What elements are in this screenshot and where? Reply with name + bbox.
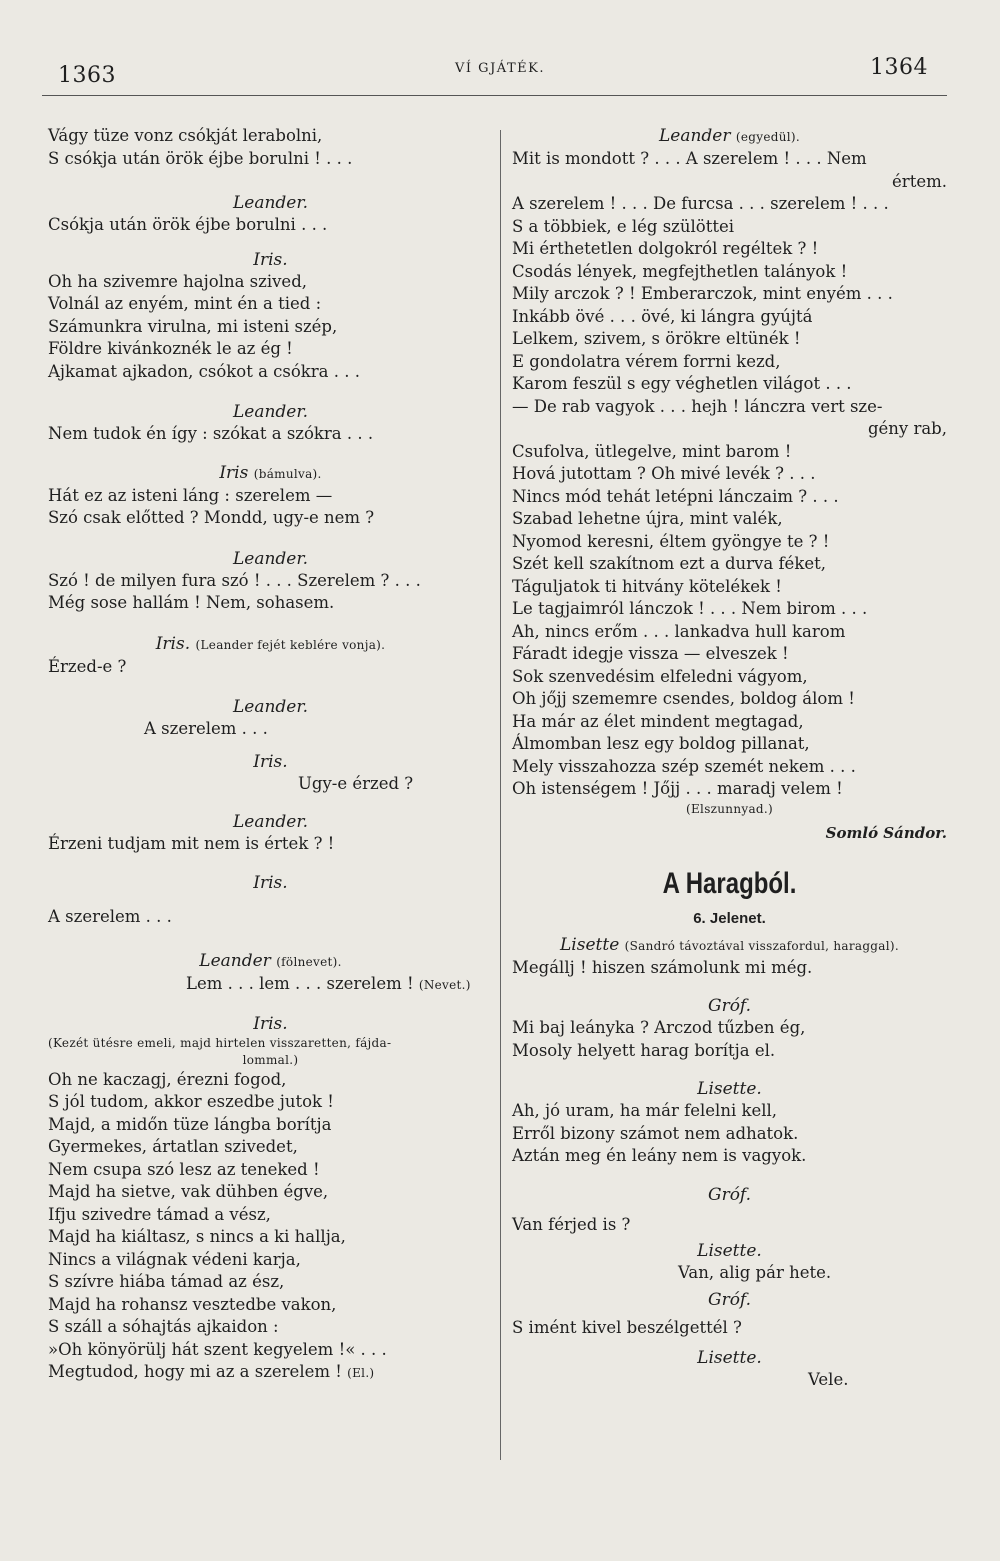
verse-line: A szerelem . . . <box>48 906 172 926</box>
verse-line: Erről bizony számot nem adhatok. <box>512 1123 799 1143</box>
verse-text: Megtudod, hogy mi az a szerelem ! <box>48 1362 342 1381</box>
dialogue-block <box>48 548 493 615</box>
speaker-name: Leander. <box>232 697 309 717</box>
speaker-line <box>512 125 947 148</box>
stage-direction: (Sandró távoztával visszafordul, haraggal). <box>624 938 899 953</box>
page-header <box>0 55 1000 105</box>
scene-heading: 6. Jelenet. <box>693 909 766 927</box>
verse-line: Mely visszahozza szép szemét nekem . . . <box>512 756 856 776</box>
stage-direction: lommal.) <box>242 1052 299 1067</box>
running-title: VÍ GJÁTÉK. <box>455 61 545 76</box>
verse-line: — De rab vagyok . . . hejh ! lánczra vert sze- <box>512 396 883 416</box>
dialogue-block <box>48 633 493 679</box>
verse-line: Ajkamat ajkadon, csókot a csókra . . . <box>48 361 360 381</box>
verse-line: A szerelem ! . . . De furcsa . . . szerelem ! . . . <box>512 194 889 213</box>
verse-line: Karom feszül s egy véghetlen világot . . . <box>512 374 852 393</box>
verse-line: Vele. <box>808 1370 849 1389</box>
verse-line: Nem tudok én így : szókat a szókra . . . <box>48 424 374 443</box>
verse-line: Szét kell szakítnom ezt a durva féket, <box>512 554 826 573</box>
dialogue-block <box>512 934 947 980</box>
verse-block <box>48 125 493 170</box>
speaker-name: Gróf. <box>707 1184 752 1205</box>
verse-line: Gyermekes, ártatlan szivedet, <box>48 1137 298 1156</box>
speaker-name: Leander. <box>232 548 309 569</box>
verse-line: Megállj ! hiszen számolunk mi még. <box>512 957 813 977</box>
dialogue-block <box>48 1013 493 1385</box>
verse-line: Majd ha rohansz vesztedbe vakon, <box>48 1294 337 1314</box>
verse-line: Nincs a világnak védeni karja, <box>48 1249 301 1269</box>
verse-line: S száll a sóhajtás ajkaidon : <box>48 1317 279 1336</box>
verse-line: Ah, jó uram, ha már felelni kell, <box>512 1101 778 1120</box>
verse-line: Sok szenvedésim elfeledni vágyom, <box>512 666 808 686</box>
speaker-name: Iris. <box>253 751 288 772</box>
verse-line: Nem csupa szó lesz az teneked ! <box>48 1159 320 1179</box>
verse-line: Mi érthetetlen dolgokról regéltek ? ! <box>512 239 819 258</box>
speaker-name: Iris. <box>253 872 288 893</box>
verse-line: Mit is mondott ? . . . A szerelem ! . . . Nem <box>512 149 867 168</box>
verse-line: Szó ! de milyen fura szó ! . . . Szerelem ? . . . <box>48 570 421 590</box>
verse-line: Szabad lehetne újra, mint valék, <box>512 509 783 528</box>
header-rule <box>42 95 947 96</box>
verse-line: Oh ha szivemre hajolna szived, <box>48 271 308 291</box>
piece-title: A Haragból. <box>662 866 797 900</box>
verse-line: értem. <box>892 171 947 191</box>
stage-direction: (Leander fejét keblére vonja). <box>195 637 386 652</box>
verse-line: Oh istenségem ! Jőjj . . . maradj velem ! <box>512 779 843 798</box>
verse-line: A szerelem . . . <box>144 719 268 738</box>
dialogue-block <box>512 1240 947 1285</box>
stage-direction: (Kezét ütésre emeli, majd hirtelen visszaretten, fájda- <box>48 1035 392 1050</box>
stage-direction: (Nevet.) <box>418 978 471 992</box>
dialogue-block <box>512 1347 947 1392</box>
dialogue-block <box>48 950 493 997</box>
verse-line: Aztán meg én leány nem is vagyok. <box>512 1146 807 1165</box>
verse-line: Oh ne kaczagj, érezni fogod, <box>48 1069 287 1089</box>
stage-direction: (fölnevet). <box>276 955 342 969</box>
speaker-name: Iris. <box>155 633 191 654</box>
dialogue-block <box>48 696 493 741</box>
stage-direction: (egyedül). <box>735 130 800 144</box>
verse-line: S csókja után örök éjbe borulni ! . . . <box>48 148 353 168</box>
stage-direction: (El.) <box>347 1366 375 1380</box>
verse-line: Majd ha sietve, vak dühben égve, <box>48 1182 329 1201</box>
verse-line: Még sose hallám ! Nem, sohasem. <box>48 593 335 612</box>
verse-line: Ugy-e érzed ? <box>298 773 414 793</box>
dialogue-block <box>48 249 493 384</box>
verse-line: Lelkem, szivem, s örökre eltünék ! <box>512 329 801 348</box>
stage-direction: (bámulva). <box>253 466 322 481</box>
dialogue-block <box>48 462 493 530</box>
stage-direction: (Elszunnyad.) <box>686 801 773 816</box>
verse-line: Álmomban lesz egy boldog pillanat, <box>512 734 810 753</box>
verse-line: Nyomod keresni, éltem gyöngye te ? ! <box>512 531 830 551</box>
verse-line: Inkább övé . . . övé, ki lángra gyújtá <box>512 306 813 326</box>
speaker-name: Iris <box>219 462 249 483</box>
dialogue-block <box>48 192 493 237</box>
verse-line: Szó csak előtted ? Mondd, ugy-e nem ? <box>48 508 375 527</box>
verse-line: Mosoly helyett harag borítja el. <box>512 1040 776 1060</box>
verse-line: Ifju szivedre támad a vész, <box>48 1204 271 1224</box>
left-column <box>48 125 493 1385</box>
dialogue-block <box>512 1289 947 1340</box>
verse-line: Majd, a midőn tüze lángba borítja <box>48 1114 332 1134</box>
speaker-name: Gróf. <box>707 1289 752 1310</box>
verse-line: E gondolatra vérem forrni kezd, <box>512 351 781 371</box>
verse-line: S szívre hiába támad az ész, <box>48 1272 285 1291</box>
speaker-name: Iris. <box>253 249 288 270</box>
verse-line: Vágy tüze vonz csókját lerabolni, <box>48 126 323 145</box>
speaker-name: Lisette <box>560 934 620 955</box>
dialogue-block <box>48 751 493 796</box>
speaker-line <box>48 462 493 485</box>
verse-line: Oh jőjj szememre csendes, boldog álom ! <box>512 689 855 708</box>
verse-line: Földre kivánkoznék le az ég ! <box>48 339 293 358</box>
speaker-name: Gróf. <box>707 996 752 1016</box>
verse-line: Ah, nincs erőm . . . lankadva hull karom <box>512 621 846 641</box>
speaker-name: Leander <box>658 126 731 146</box>
right-column <box>512 125 947 1392</box>
verse-line: Csókja után örök éjbe borulni . . . <box>48 215 328 234</box>
verse-line: Hová jutottam ? Oh mivé levék ? . . . <box>512 464 816 483</box>
verse-line: Csufolva, ütlegelve, mint barom ! <box>512 441 792 461</box>
speaker-name: Iris. <box>253 1013 288 1034</box>
verse-line: Hát ez az isteni láng : szerelem — <box>48 485 333 505</box>
verse-line: Mi baj leányka ? Arczod tűzben ég, <box>512 1018 806 1037</box>
speaker-name: Leander. <box>232 812 309 832</box>
speaker-name: Lisette. <box>697 1348 762 1368</box>
verse-line: Van férjed is ? <box>512 1214 631 1234</box>
verse-line: Ha már az élet mindent megtagad, <box>512 711 804 731</box>
speaker-line <box>48 633 493 656</box>
speaker-name: Lisette. <box>697 1079 762 1099</box>
page-number-left: 1363 <box>58 63 116 88</box>
speaker-line <box>512 934 947 957</box>
verse-line: Érzeni tudjam mit nem is értek ? ! <box>48 834 335 853</box>
verse-line: Csodás lények, megfejthetlen talányok ! <box>512 261 848 281</box>
verse-line: »Oh könyörülj hát szent kegyelem !« . . . <box>48 1339 387 1359</box>
verse-line: Majd ha kiáltasz, s nincs a ki hallja, <box>48 1227 346 1246</box>
author-signature: Somló Sándor. <box>825 823 947 842</box>
dialogue-block <box>48 401 493 446</box>
dialogue-block <box>512 995 947 1062</box>
dialogue-block <box>48 811 493 856</box>
verse-line: Volnál az enyém, mint én a tied : <box>48 294 322 313</box>
verse-line: Nincs mód tehát letépni lánczaim ? . . . <box>512 486 839 506</box>
column-divider <box>500 130 501 1460</box>
speaker-name: Leander. <box>232 193 309 213</box>
speaker-name: Lisette. <box>697 1241 762 1261</box>
speaker-line <box>48 950 493 973</box>
verse-line: Le tagjaimról lánczok ! . . . Nem birom . . . <box>512 599 868 618</box>
verse-text: Lem . . . lem . . . szerelem ! <box>186 974 414 993</box>
verse-line: Van, alig pár hete. <box>678 1263 832 1282</box>
verse-line: S jól tudom, akkor eszedbe jutok ! <box>48 1092 334 1111</box>
verse-line: Táguljatok ti hitvány kötelékek ! <box>512 576 782 596</box>
verse-line: gény rab, <box>867 419 947 438</box>
speaker-name: Leander <box>199 951 271 971</box>
verse-line <box>48 973 493 997</box>
dialogue-block <box>512 125 947 844</box>
verse-line: Számunkra virulna, mi isteni szép, <box>48 316 338 336</box>
verse-line: Fáradt idegje vissza — elveszek ! <box>512 644 789 663</box>
verse-line: Érzed-e ? <box>48 656 127 676</box>
verse-line: S a többiek, e lég szülöttei <box>512 216 735 236</box>
speaker-name: Leander. <box>232 402 309 422</box>
page-number-right: 1364 <box>870 55 928 80</box>
verse-line <box>48 1361 493 1385</box>
dialogue-block <box>512 1078 947 1168</box>
dialogue-block <box>512 1184 947 1237</box>
verse-line: Mily arczok ? ! Emberarczok, mint enyém . . . <box>512 284 893 303</box>
verse-line: S imént kivel beszélgettél ? <box>512 1317 742 1337</box>
dialogue-block <box>48 872 493 929</box>
